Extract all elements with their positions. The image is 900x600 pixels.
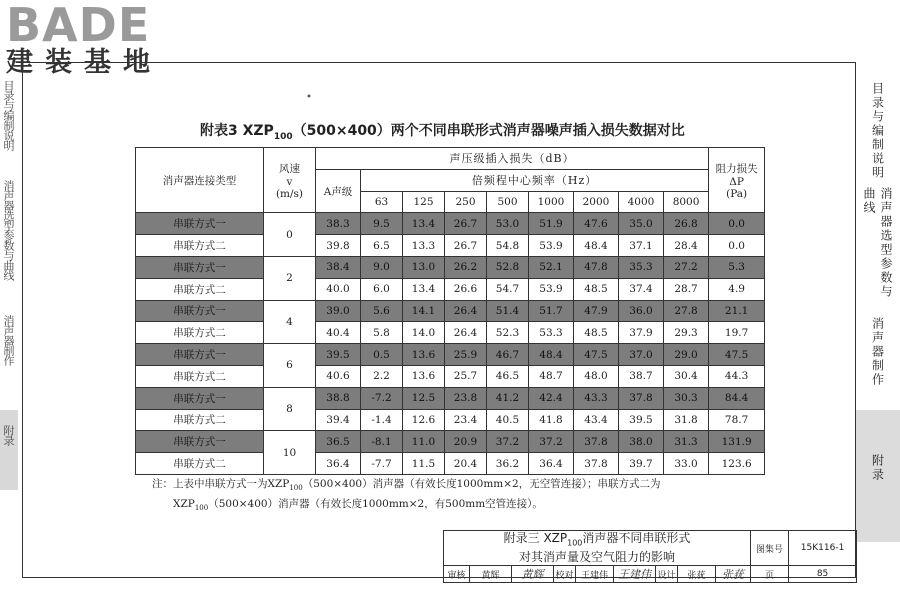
table-row xyxy=(136,235,765,257)
resistance-cell: 123.6 xyxy=(709,453,765,475)
loss-value-cell: 53.9 xyxy=(529,235,574,257)
loss-value-cell: 11.5 xyxy=(403,453,445,475)
loss-value-cell: 37.4 xyxy=(619,278,664,300)
loss-value-cell: -8.1 xyxy=(361,431,403,453)
frequency-header: 8000 xyxy=(664,191,709,213)
loss-value-cell: 14.0 xyxy=(403,322,445,344)
left-strip-label: 附录 xyxy=(2,425,15,445)
loss-value-cell: 52.1 xyxy=(529,256,574,278)
loss-value-cell: 43.4 xyxy=(574,409,619,431)
loss-value-cell: 48.4 xyxy=(574,235,619,257)
connection-type-cell: 串联方式一 xyxy=(136,344,264,366)
loss-value-cell: 53.0 xyxy=(487,213,529,235)
a-level-cell: 38.3 xyxy=(316,213,361,235)
resistance-cell: 19.7 xyxy=(709,322,765,344)
check-name: 王建伟 xyxy=(576,566,614,583)
page-label: 页 xyxy=(751,566,789,583)
resistance-cell: 5.3 xyxy=(709,256,765,278)
tab-appendix[interactable]: 附录 xyxy=(856,410,900,542)
resistance-cell: 0.0 xyxy=(709,213,765,235)
loss-value-cell: 23.4 xyxy=(445,409,487,431)
loss-value-cell: 37.2 xyxy=(529,431,574,453)
table-row xyxy=(136,278,765,300)
loss-value-cell: 13.3 xyxy=(403,235,445,257)
loss-value-cell: 54.8 xyxy=(487,235,529,257)
loss-value-cell: 39.5 xyxy=(619,409,664,431)
logo-wordmark: BADE xyxy=(6,0,151,52)
resistance-cell: 78.7 xyxy=(709,409,765,431)
loss-value-cell: 41.8 xyxy=(529,409,574,431)
design-name: 张莸 xyxy=(678,566,716,583)
review-name: 黄辉 xyxy=(470,566,512,583)
loss-value-cell: 53.3 xyxy=(529,322,574,344)
loss-value-cell: 23.8 xyxy=(445,387,487,409)
loss-value-cell: 29.0 xyxy=(664,344,709,366)
left-strip-label: 消声器选型参数与曲线 xyxy=(2,180,15,280)
loss-value-cell: 13.4 xyxy=(403,278,445,300)
a-level-cell: 38.4 xyxy=(316,256,361,278)
a-level-cell: 39.5 xyxy=(316,344,361,366)
a-level-cell: 40.0 xyxy=(316,278,361,300)
loss-value-cell: 27.8 xyxy=(664,300,709,322)
loss-value-cell: 5.8 xyxy=(361,322,403,344)
review-signature: 黄辉 xyxy=(512,566,554,583)
loss-value-cell: 51.7 xyxy=(529,300,574,322)
frequency-header: 63 xyxy=(361,191,403,213)
loss-value-cell: -1.4 xyxy=(361,409,403,431)
loss-value-cell: 41.2 xyxy=(487,387,529,409)
loss-value-cell: 51.4 xyxy=(487,300,529,322)
loss-value-cell: 29.3 xyxy=(664,322,709,344)
connection-type-cell: 串联方式二 xyxy=(136,235,264,257)
a-level-cell: 39.4 xyxy=(316,409,361,431)
wind-speed-cell: 0 xyxy=(264,213,316,257)
loss-value-cell: 36.2 xyxy=(487,453,529,475)
table-caption: 附表3 $XZP_{100}(500\times 400)$两个不同串联形式消声器噪声插入损失数据对比 xyxy=(200,123,685,142)
loss-value-cell: 20.9 xyxy=(445,431,487,453)
resistance-cell: 131.9 xyxy=(709,431,765,453)
table-row xyxy=(136,431,765,453)
loss-value-cell: 35.0 xyxy=(619,213,664,235)
loss-value-cell: 38.7 xyxy=(619,365,664,387)
loss-value-cell: 37.8 xyxy=(574,431,619,453)
check-label: 校对 xyxy=(554,566,576,583)
title-block xyxy=(443,530,857,583)
tab-selection-params[interactable]: 消声器选型参数与曲线 xyxy=(862,187,893,299)
header-connection-type: 消声器连接类型 xyxy=(136,148,264,213)
loss-value-cell: 37.8 xyxy=(574,453,619,475)
connection-type-cell: 串联方式一 xyxy=(136,387,264,409)
connection-type-cell: 串联方式一 xyxy=(136,256,264,278)
loss-value-cell: 6.0 xyxy=(361,278,403,300)
a-level-cell: 36.4 xyxy=(316,453,361,475)
loss-value-cell: 40.5 xyxy=(487,409,529,431)
atlas-number: 15K116-1 xyxy=(789,531,857,566)
loss-value-cell: 48.4 xyxy=(529,344,574,366)
loss-value-cell: 36.4 xyxy=(529,453,574,475)
connection-type-cell: 串联方式二 xyxy=(136,278,264,300)
connection-type-cell: 串联方式二 xyxy=(136,322,264,344)
connection-type-cell: 串联方式一 xyxy=(136,300,264,322)
loss-value-cell: 47.5 xyxy=(574,344,619,366)
loss-value-cell: 54.7 xyxy=(487,278,529,300)
left-strip-label: 目录与编制说明 xyxy=(2,80,15,150)
table-row xyxy=(136,387,765,409)
table-row xyxy=(136,344,765,366)
resistance-cell: 47.5 xyxy=(709,344,765,366)
loss-value-cell: 25.9 xyxy=(445,344,487,366)
table-row xyxy=(136,213,765,235)
design-label: 设计 xyxy=(656,566,678,583)
tab-contents[interactable]: 目录与编制说明 xyxy=(870,82,885,180)
wind-speed-cell: 10 xyxy=(264,431,316,475)
resistance-cell: 84.4 xyxy=(709,387,765,409)
header-a-level: A声级 xyxy=(316,169,361,213)
table-row xyxy=(136,322,765,344)
loss-value-cell: 26.4 xyxy=(445,322,487,344)
connection-type-cell: 串联方式一 xyxy=(136,431,264,453)
loss-value-cell: 26.7 xyxy=(445,213,487,235)
header-wind-speed: 风速 v (m/s) xyxy=(264,148,316,213)
loss-value-cell: 52.8 xyxy=(487,256,529,278)
loss-value-cell: 20.4 xyxy=(445,453,487,475)
frequency-header: 2000 xyxy=(574,191,619,213)
wind-speed-cell: 2 xyxy=(264,256,316,300)
page-number: 85 xyxy=(789,566,857,583)
loss-value-cell: 11.0 xyxy=(403,431,445,453)
loss-value-cell: 14.1 xyxy=(403,300,445,322)
loss-value-cell: 13.6 xyxy=(403,344,445,366)
loss-value-cell: 37.2 xyxy=(487,431,529,453)
frequency-header: 4000 xyxy=(619,191,664,213)
loss-value-cell: 12.5 xyxy=(403,387,445,409)
table-row xyxy=(136,409,765,431)
left-strip-shade xyxy=(0,410,18,490)
loss-value-cell: 9.5 xyxy=(361,213,403,235)
review-label: 审核 xyxy=(444,566,470,583)
drawing-title: 附录三 $XZP_{100}$消声器不同串联形式 对其消声量及空气阻力的影响 xyxy=(444,531,751,566)
loss-value-cell: 46.5 xyxy=(487,365,529,387)
connection-type-cell: 串联方式二 xyxy=(136,409,264,431)
loss-value-cell: 26.7 xyxy=(445,235,487,257)
loss-value-cell: 25.7 xyxy=(445,365,487,387)
table-row xyxy=(136,453,765,475)
a-level-cell: 40.6 xyxy=(316,365,361,387)
loss-value-cell: 30.4 xyxy=(664,365,709,387)
table-note: 注：上表中串联方式一为$XZP_{100}(500\times 400)$消声器（有效长度1000mm×2，无空管连接）；串联方式二为 $XZP_{100}(500\times 400)$消声器（有效长度1000mm×2，有500mm空管连接）。 xyxy=(152,478,661,513)
resistance-cell: 44.3 xyxy=(709,365,765,387)
loss-value-cell: 37.9 xyxy=(619,322,664,344)
loss-value-cell: 48.5 xyxy=(574,322,619,344)
loss-value-cell: 37.1 xyxy=(619,235,664,257)
resistance-cell: 21.1 xyxy=(709,300,765,322)
insertion-loss-table xyxy=(135,147,765,475)
loss-value-cell: 37.0 xyxy=(619,344,664,366)
check-signature: 王建伟 xyxy=(614,566,656,583)
frequency-header: 500 xyxy=(487,191,529,213)
a-level-cell: 39.0 xyxy=(316,300,361,322)
a-level-cell: 38.8 xyxy=(316,387,361,409)
loss-value-cell: 43.3 xyxy=(574,387,619,409)
loss-value-cell: 42.4 xyxy=(529,387,574,409)
loss-value-cell: 37.8 xyxy=(619,387,664,409)
connection-type-cell: 串联方式二 xyxy=(136,365,264,387)
tab-fabrication[interactable]: 消声器制作 xyxy=(870,317,885,387)
loss-value-cell: -7.2 xyxy=(361,387,403,409)
wind-speed-cell: 8 xyxy=(264,387,316,431)
loss-value-cell: 13.4 xyxy=(403,213,445,235)
loss-value-cell: 26.8 xyxy=(664,213,709,235)
loss-value-cell: 35.3 xyxy=(619,256,664,278)
loss-value-cell: 47.8 xyxy=(574,256,619,278)
frequency-header: 250 xyxy=(445,191,487,213)
loss-value-cell: 0.5 xyxy=(361,344,403,366)
loss-value-cell: -7.7 xyxy=(361,453,403,475)
wind-speed-cell: 4 xyxy=(264,300,316,344)
loss-value-cell: 52.3 xyxy=(487,322,529,344)
loss-value-cell: 13.0 xyxy=(403,256,445,278)
left-binding-strip xyxy=(0,80,22,600)
loss-value-cell: 36.0 xyxy=(619,300,664,322)
loss-value-cell: 48.7 xyxy=(529,365,574,387)
table-row xyxy=(136,300,765,322)
loss-value-cell: 31.8 xyxy=(664,409,709,431)
resistance-cell: 0.0 xyxy=(709,235,765,257)
loss-value-cell: 51.9 xyxy=(529,213,574,235)
a-level-cell: 36.5 xyxy=(316,431,361,453)
connection-type-cell: 串联方式二 xyxy=(136,453,264,475)
connection-type-cell: 串联方式一 xyxy=(136,213,264,235)
table-row xyxy=(136,256,765,278)
loss-value-cell: 2.2 xyxy=(361,365,403,387)
frequency-header: 125 xyxy=(403,191,445,213)
section-tabs xyxy=(856,62,900,578)
loss-value-cell: 47.9 xyxy=(574,300,619,322)
wind-speed-cell: 6 xyxy=(264,344,316,388)
header-resistance: 阻力损失 ΔP (Pa) xyxy=(709,148,765,213)
loss-value-cell: 53.9 xyxy=(529,278,574,300)
loss-value-cell: 48.0 xyxy=(574,365,619,387)
loss-value-cell: 47.6 xyxy=(574,213,619,235)
loss-value-cell: 26.2 xyxy=(445,256,487,278)
loss-value-cell: 48.5 xyxy=(574,278,619,300)
loss-value-cell: 28.4 xyxy=(664,235,709,257)
loss-value-cell: 13.6 xyxy=(403,365,445,387)
a-level-cell: 40.4 xyxy=(316,322,361,344)
loss-value-cell: 46.7 xyxy=(487,344,529,366)
table-row xyxy=(136,365,765,387)
frequency-header: 1000 xyxy=(529,191,574,213)
design-signature: 张莸 xyxy=(716,566,751,583)
loss-value-cell: 30.3 xyxy=(664,387,709,409)
atlas-number-label: 图集号 xyxy=(751,531,789,566)
loss-value-cell: 6.5 xyxy=(361,235,403,257)
loss-value-cell: 5.6 xyxy=(361,300,403,322)
loss-value-cell: 39.7 xyxy=(619,453,664,475)
loss-value-cell: 33.0 xyxy=(664,453,709,475)
loss-value-cell: 9.0 xyxy=(361,256,403,278)
a-level-cell: 39.8 xyxy=(316,235,361,257)
loss-value-cell: 26.4 xyxy=(445,300,487,322)
header-spl: 声压级插入损失（dB） xyxy=(316,148,709,170)
resistance-cell: 4.9 xyxy=(709,278,765,300)
loss-value-cell: 12.6 xyxy=(403,409,445,431)
logo-subtitle: 建装基地 xyxy=(6,47,162,78)
loss-value-cell: 31.3 xyxy=(664,431,709,453)
loss-value-cell: 28.7 xyxy=(664,278,709,300)
scan-mark: • xyxy=(306,92,312,103)
loss-value-cell: 38.0 xyxy=(619,431,664,453)
left-strip-label: 消声器制作 xyxy=(2,315,15,365)
loss-value-cell: 26.6 xyxy=(445,278,487,300)
loss-value-cell: 27.2 xyxy=(664,256,709,278)
header-octave: 倍频程中心频率（Hz） xyxy=(361,169,709,191)
